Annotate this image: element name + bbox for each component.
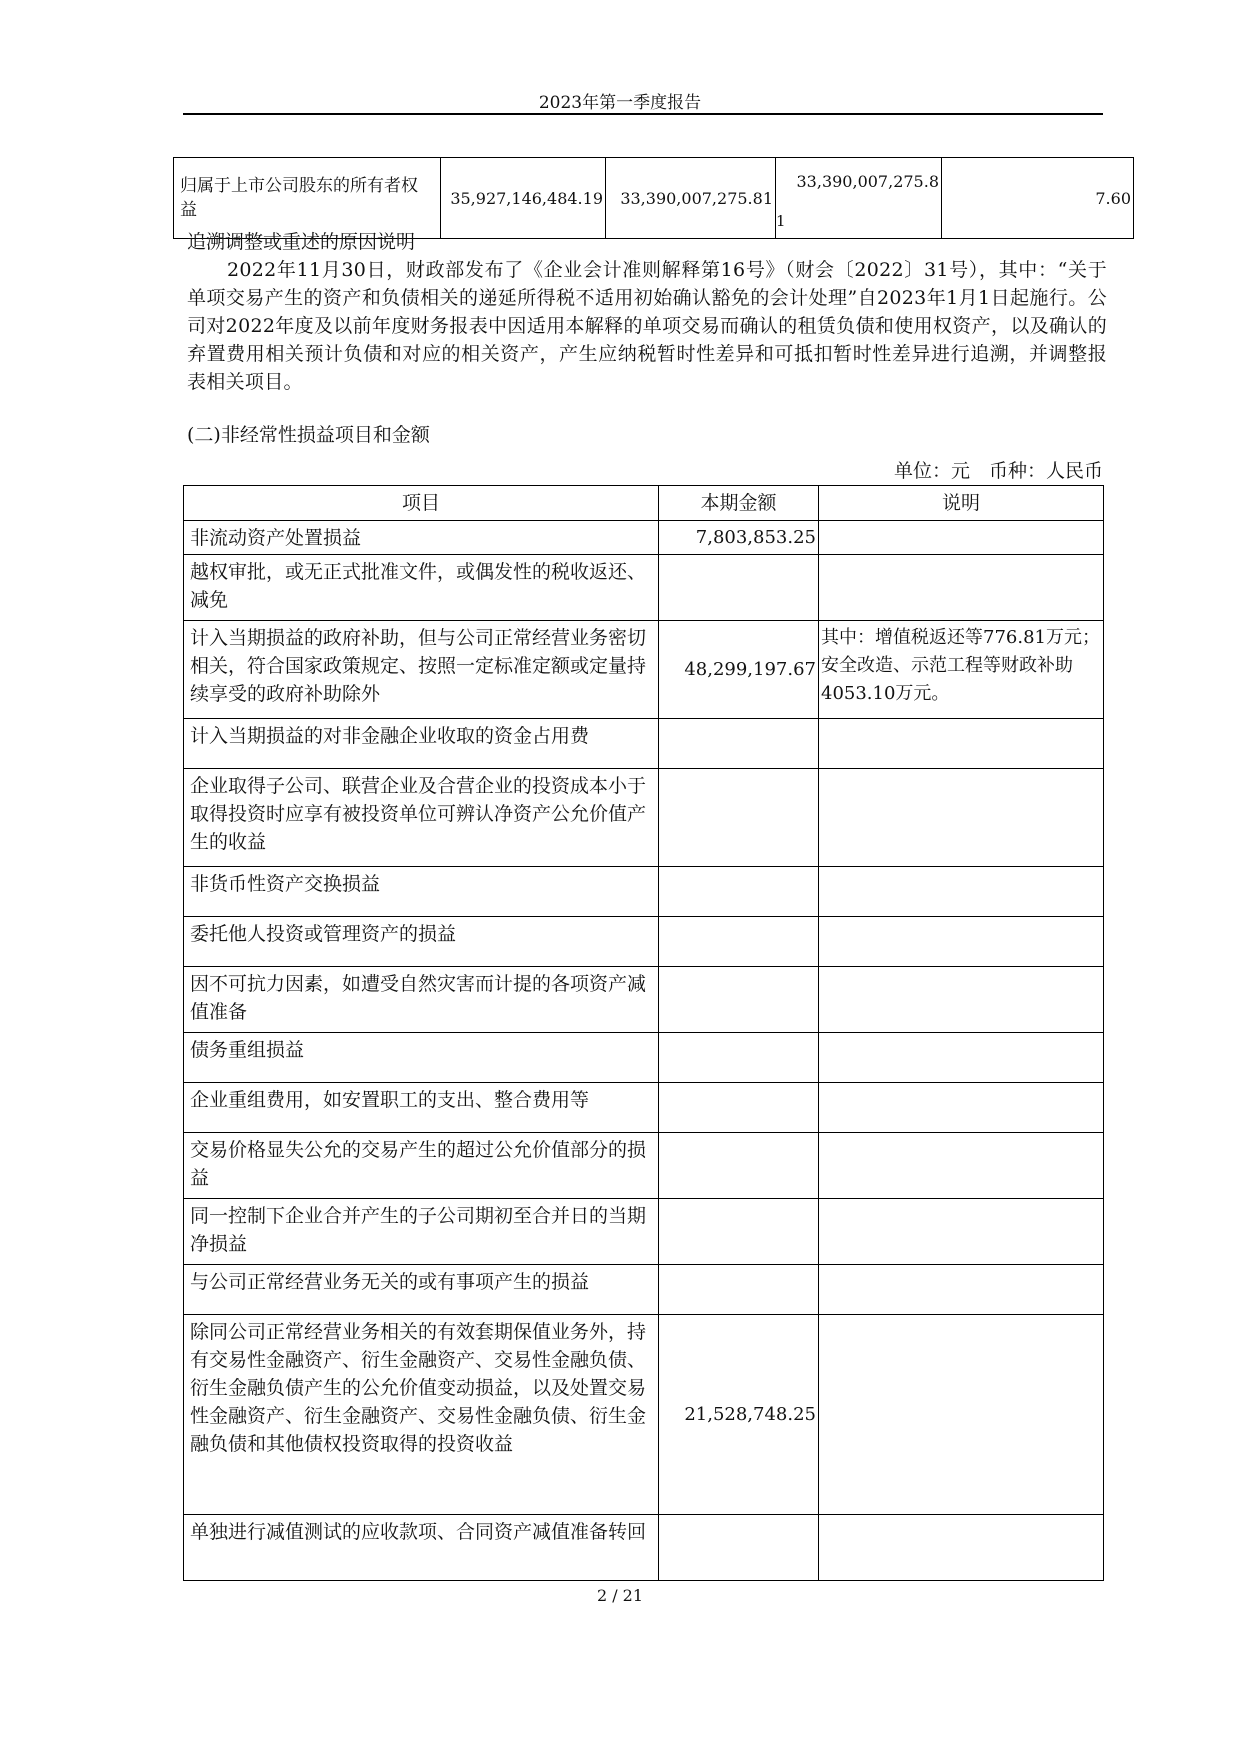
row-note <box>819 1315 1104 1515</box>
equity-change-percent: 7.60 <box>942 158 1134 239</box>
row-note <box>819 1133 1104 1199</box>
row-amount: 21,528,748.25 <box>659 1315 819 1515</box>
header-amount: 本期金额 <box>659 486 819 521</box>
equity-summary-table <box>173 157 1134 239</box>
section-title: (二)非经常性损益项目和金额 <box>187 424 430 446</box>
equity-current-value: 35,927,146,484.19 <box>441 158 606 239</box>
row-item: 因不可抗力因素，如遭受自然灾害而计提的各项资产减值准备 <box>184 967 659 1033</box>
row-note <box>819 917 1104 967</box>
row-note <box>819 867 1104 917</box>
row-item: 非流动资产处置损益 <box>184 521 659 555</box>
row-note: 其中：增值税返还等776.81万元；安全改造、示范工程等财政补助4053.10万元。 <box>819 621 1104 719</box>
page-number: 2 / 21 <box>596 1586 644 1605</box>
row-amount <box>659 1083 819 1133</box>
row-amount <box>659 967 819 1033</box>
row-note <box>819 1515 1104 1581</box>
equity-prior-value: 33,390,007,275.81 <box>606 158 776 239</box>
row-amount <box>659 867 819 917</box>
row-amount <box>659 1199 819 1265</box>
row-amount <box>659 1265 819 1315</box>
row-item: 除同公司正常经营业务相关的有效套期保值业务外，持有交易性金融资产、衍生金融资产、交易性金融负债、衍生金融负债产生的公允价值变动损益，以及处置交易性金融资产、衍生金融资产、交易性金融负债、衍生金融负债和其他债权投资取得的投资收益 <box>184 1315 659 1515</box>
row-item: 交易价格显失公允的交易产生的超过公允价值部分的损益 <box>184 1133 659 1199</box>
row-amount <box>659 769 819 867</box>
unit-currency-note: 单位：元 币种：人民币 <box>893 460 1103 482</box>
row-item: 越权审批，或无正式批准文件，或偶发性的税收返还、减免 <box>184 555 659 621</box>
table-row <box>184 1199 1104 1265</box>
row-item: 与公司正常经营业务无关的或有事项产生的损益 <box>184 1265 659 1315</box>
row-note <box>819 1265 1104 1315</box>
row-item: 企业取得子公司、联营企业及合营企业的投资成本小于取得投资时应享有被投资单位可辨认净资产公允价值产生的收益 <box>184 769 659 867</box>
row-note <box>819 521 1104 555</box>
header-divider <box>183 113 1103 115</box>
header-item: 项目 <box>184 486 659 521</box>
table-row <box>184 1133 1104 1199</box>
table-row <box>184 521 1104 555</box>
table-row <box>184 769 1104 867</box>
table-header-row <box>184 486 1104 521</box>
row-note <box>819 719 1104 769</box>
row-note <box>819 1033 1104 1083</box>
table-row <box>184 1033 1104 1083</box>
row-amount <box>659 555 819 621</box>
equity-label-cell: 归属于上市公司股东的所有者权益 <box>174 158 441 239</box>
equity-prior-adjusted-cell <box>776 158 942 239</box>
row-amount <box>659 917 819 967</box>
row-note <box>819 555 1104 621</box>
table-row <box>184 1083 1104 1133</box>
row-note <box>819 1083 1104 1133</box>
row-note <box>819 1199 1104 1265</box>
retro-title: 追溯调整或重述的原因说明 <box>187 231 416 253</box>
non-recurring-items-table <box>183 485 1104 1581</box>
row-amount <box>659 1033 819 1083</box>
retro-body: 2022年11月30日，财政部发布了《企业会计准则解释第16号》（财会〔2022〕31号），其中：“关于单项交易产生的资产和负债相关的递延所得税不适用初始确认豁免的会计处理”自2023年1月1日起施行。公司对2022年度及以前年度财务报表中因适用本解释的单项交易而确认的租赁负债和使用权资产，以及确认的弃置费用相关预计负债和对应的相关资产，产生应纳税暂时性差异和可抵扣暂时性差异进行追溯，并调整报表相关项目。 <box>187 259 1107 393</box>
table-row <box>184 1315 1104 1515</box>
equity-prior-adjusted-overflow: 1 <box>776 212 786 230</box>
table-row <box>184 555 1104 621</box>
table-row <box>184 917 1104 967</box>
row-item: 计入当期损益的政府补助，但与公司正常经营业务密切相关，符合国家政策规定、按照一定标准定额或定量持续享受的政府补助除外 <box>184 621 659 719</box>
row-item: 非货币性资产交换损益 <box>184 867 659 917</box>
row-item: 债务重组损益 <box>184 1033 659 1083</box>
row-item: 单独进行减值测试的应收款项、合同资产减值准备转回 <box>184 1515 659 1581</box>
row-item: 委托他人投资或管理资产的损益 <box>184 917 659 967</box>
row-amount: 7,803,853.25 <box>659 521 819 555</box>
row-item: 企业重组费用，如安置职工的支出、整合费用等 <box>184 1083 659 1133</box>
report-header-title: 2023年第一季度报告 <box>538 93 702 113</box>
row-amount: 48,299,197.67 <box>659 621 819 719</box>
table-row <box>184 967 1104 1033</box>
row-item: 计入当期损益的对非金融企业收取的资金占用费 <box>184 719 659 769</box>
row-amount <box>659 719 819 769</box>
table-row <box>184 621 1104 719</box>
row-amount <box>659 1515 819 1581</box>
header-note: 说明 <box>819 486 1104 521</box>
table-row <box>184 867 1104 917</box>
table-row <box>184 719 1104 769</box>
equity-prior-adjusted-value: 33,390,007,275.8 <box>796 172 939 191</box>
row-item: 同一控制下企业合并产生的子公司期初至合并日的当期净损益 <box>184 1199 659 1265</box>
table-row <box>174 158 1134 239</box>
row-note <box>819 769 1104 867</box>
table-row <box>184 1515 1104 1581</box>
table-row <box>184 1265 1104 1315</box>
row-amount <box>659 1133 819 1199</box>
row-note <box>819 967 1104 1033</box>
